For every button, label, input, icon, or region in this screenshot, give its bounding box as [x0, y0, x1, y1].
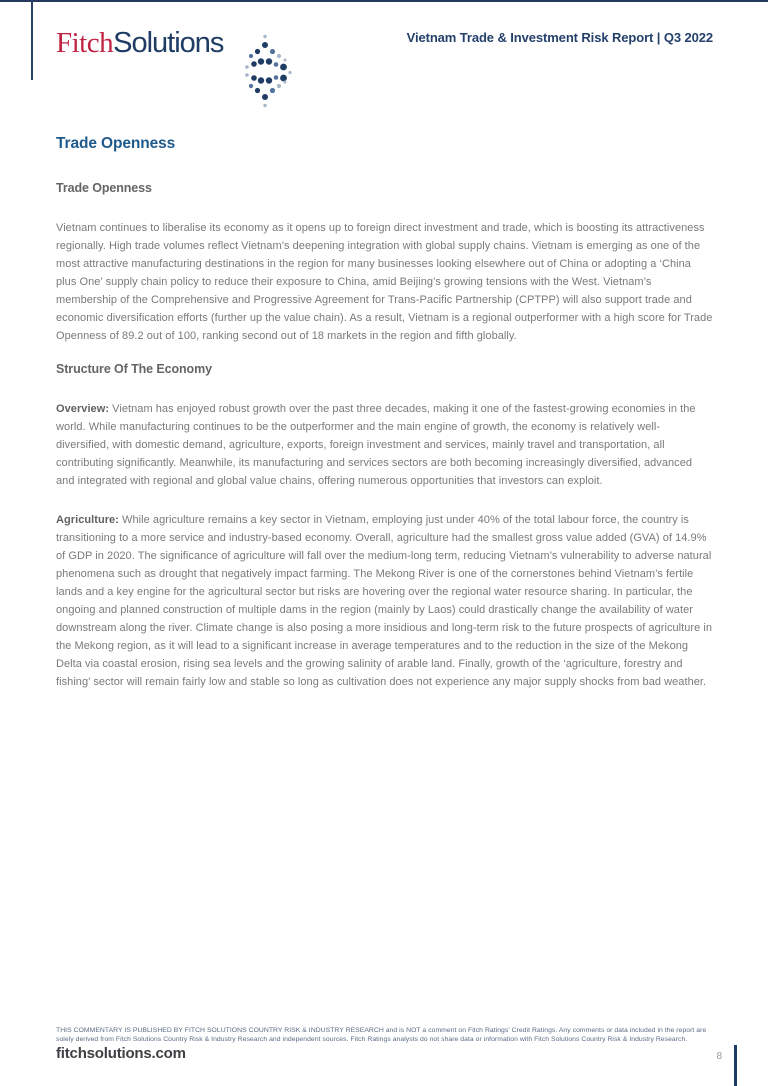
logo-solutions-text: Solutions — [113, 27, 224, 59]
paragraph-overview — [56, 400, 713, 490]
article-body — [56, 135, 713, 691]
footer-disclaimer: THIS COMMENTARY IS PUBLISHED BY FITCH SOLUTIONS COUNTRY RISK & INDUSTRY RESEARCH and is NOT a comment on Fitch Ratings’ Credit Ratings. Any comments or data included in the report are solely derived from Fitch Solutions Country Risk & Industry Research and independent sources. Fitch Ratings analysts do not share data or information with Fitch Solutions Country Risk & Industry Research. — [56, 1027, 707, 1043]
logo-fitch-text: Fitch — [56, 27, 114, 59]
page-title: Trade Openness — [56, 135, 176, 152]
report-title: Vietnam Trade & Investment Risk Report | Q3 2022 — [406, 30, 713, 45]
overview-label: Overview: — [56, 403, 110, 415]
header-accent-bar — [31, 0, 33, 80]
page-number: 8 — [716, 1051, 722, 1062]
overview-text: Vietnam has enjoyed robust growth over the past three decades, making it one of the fastest-growing economies in the world. While manufacturing continues to be the outperformer and the main engine of growth, the economy is relatively well-diversified, with domestic demand, agriculture, exports, foreign investment and services, mainly travel and transportation, all contributing significantly. Meanwhile, its manufacturing and services sectors are both becoming increasingly diversified, advanced and integrated with regional and global value chains, offering numerous opportunities that investors can exploit. — [56, 403, 696, 487]
footer-website-link[interactable]: fitchsolutions.com — [56, 1045, 186, 1062]
paragraph-trade-openness: Vietnam continues to liberalise its economy as it opens up to foreign direct investment and trade, which is boosting its attractiveness regionally. High trade volumes reflect Vietnam’s deepening integration with global supply chains. Vietnam is emerging as one of the most attractive manufacturing destinations in the region for many businesses looking elsewhere out of China or adopting a ‘China plus One’ supply chain policy to reduce their exposure to China, amid Beijing’s growing tensions with the West. Vietnam’s membership of the Comprehensive and Progressive Agreement for Trans-Pacific Partnership (CPTPP) will also support trade and economic diversification efforts (further up the value chain). As a result, Vietnam is a regional outperformer with a high score for Trade Openness of 89.2 out of 100, ranking second out of 18 markets in the region and fifth globally. — [56, 222, 713, 342]
section-heading-structure-economy: Structure Of The Economy — [56, 362, 212, 376]
top-border — [0, 0, 768, 2]
footer-accent-bar — [734, 1045, 737, 1086]
paragraph-agriculture — [56, 511, 713, 691]
fitchsolutions-logo — [56, 27, 223, 67]
agriculture-text: While agriculture remains a key sector in Vietnam, employing just under 40% of the total labour force, the country is transitioning to a more service and industry-based economy. Overall, agriculture had the smallest gross value added (GVA) of 14.9% of GDP in 2020. The significance of agriculture will fall over the medium-long term, reducing Vietnam’s vulnerability to adverse natural phenomena such as drought that negatively impact farming. The Mekong River is one of the cornerstones behind Vietnam’s fertile lands and a key engine for the agricultural sector but risks are hovering over the regional water resource sharing. In particular, the ongoing and planned construction of multiple dams in the region (mainly by Laos) could drastically change the availability of water downstream along the river. Climate change is also posing a more insidious and long-term risk to the future prospects of agriculture in the Mekong region, as it will lead to a significant increase in average temperatures and to the reduction in the size of the Mekong Delta via coastal erosion, rising sea levels and the growing salinity of arable land. Finally, growth of the ‘agriculture, forestry and fishing’ sector will remain fairly low and stable so long as cultivation does not experience any major supply shocks from bad weather. — [56, 514, 713, 688]
logo-starburst-icon — [240, 33, 294, 109]
agriculture-label: Agriculture: — [56, 514, 119, 526]
section-heading-trade-openness: Trade Openness — [56, 181, 152, 195]
